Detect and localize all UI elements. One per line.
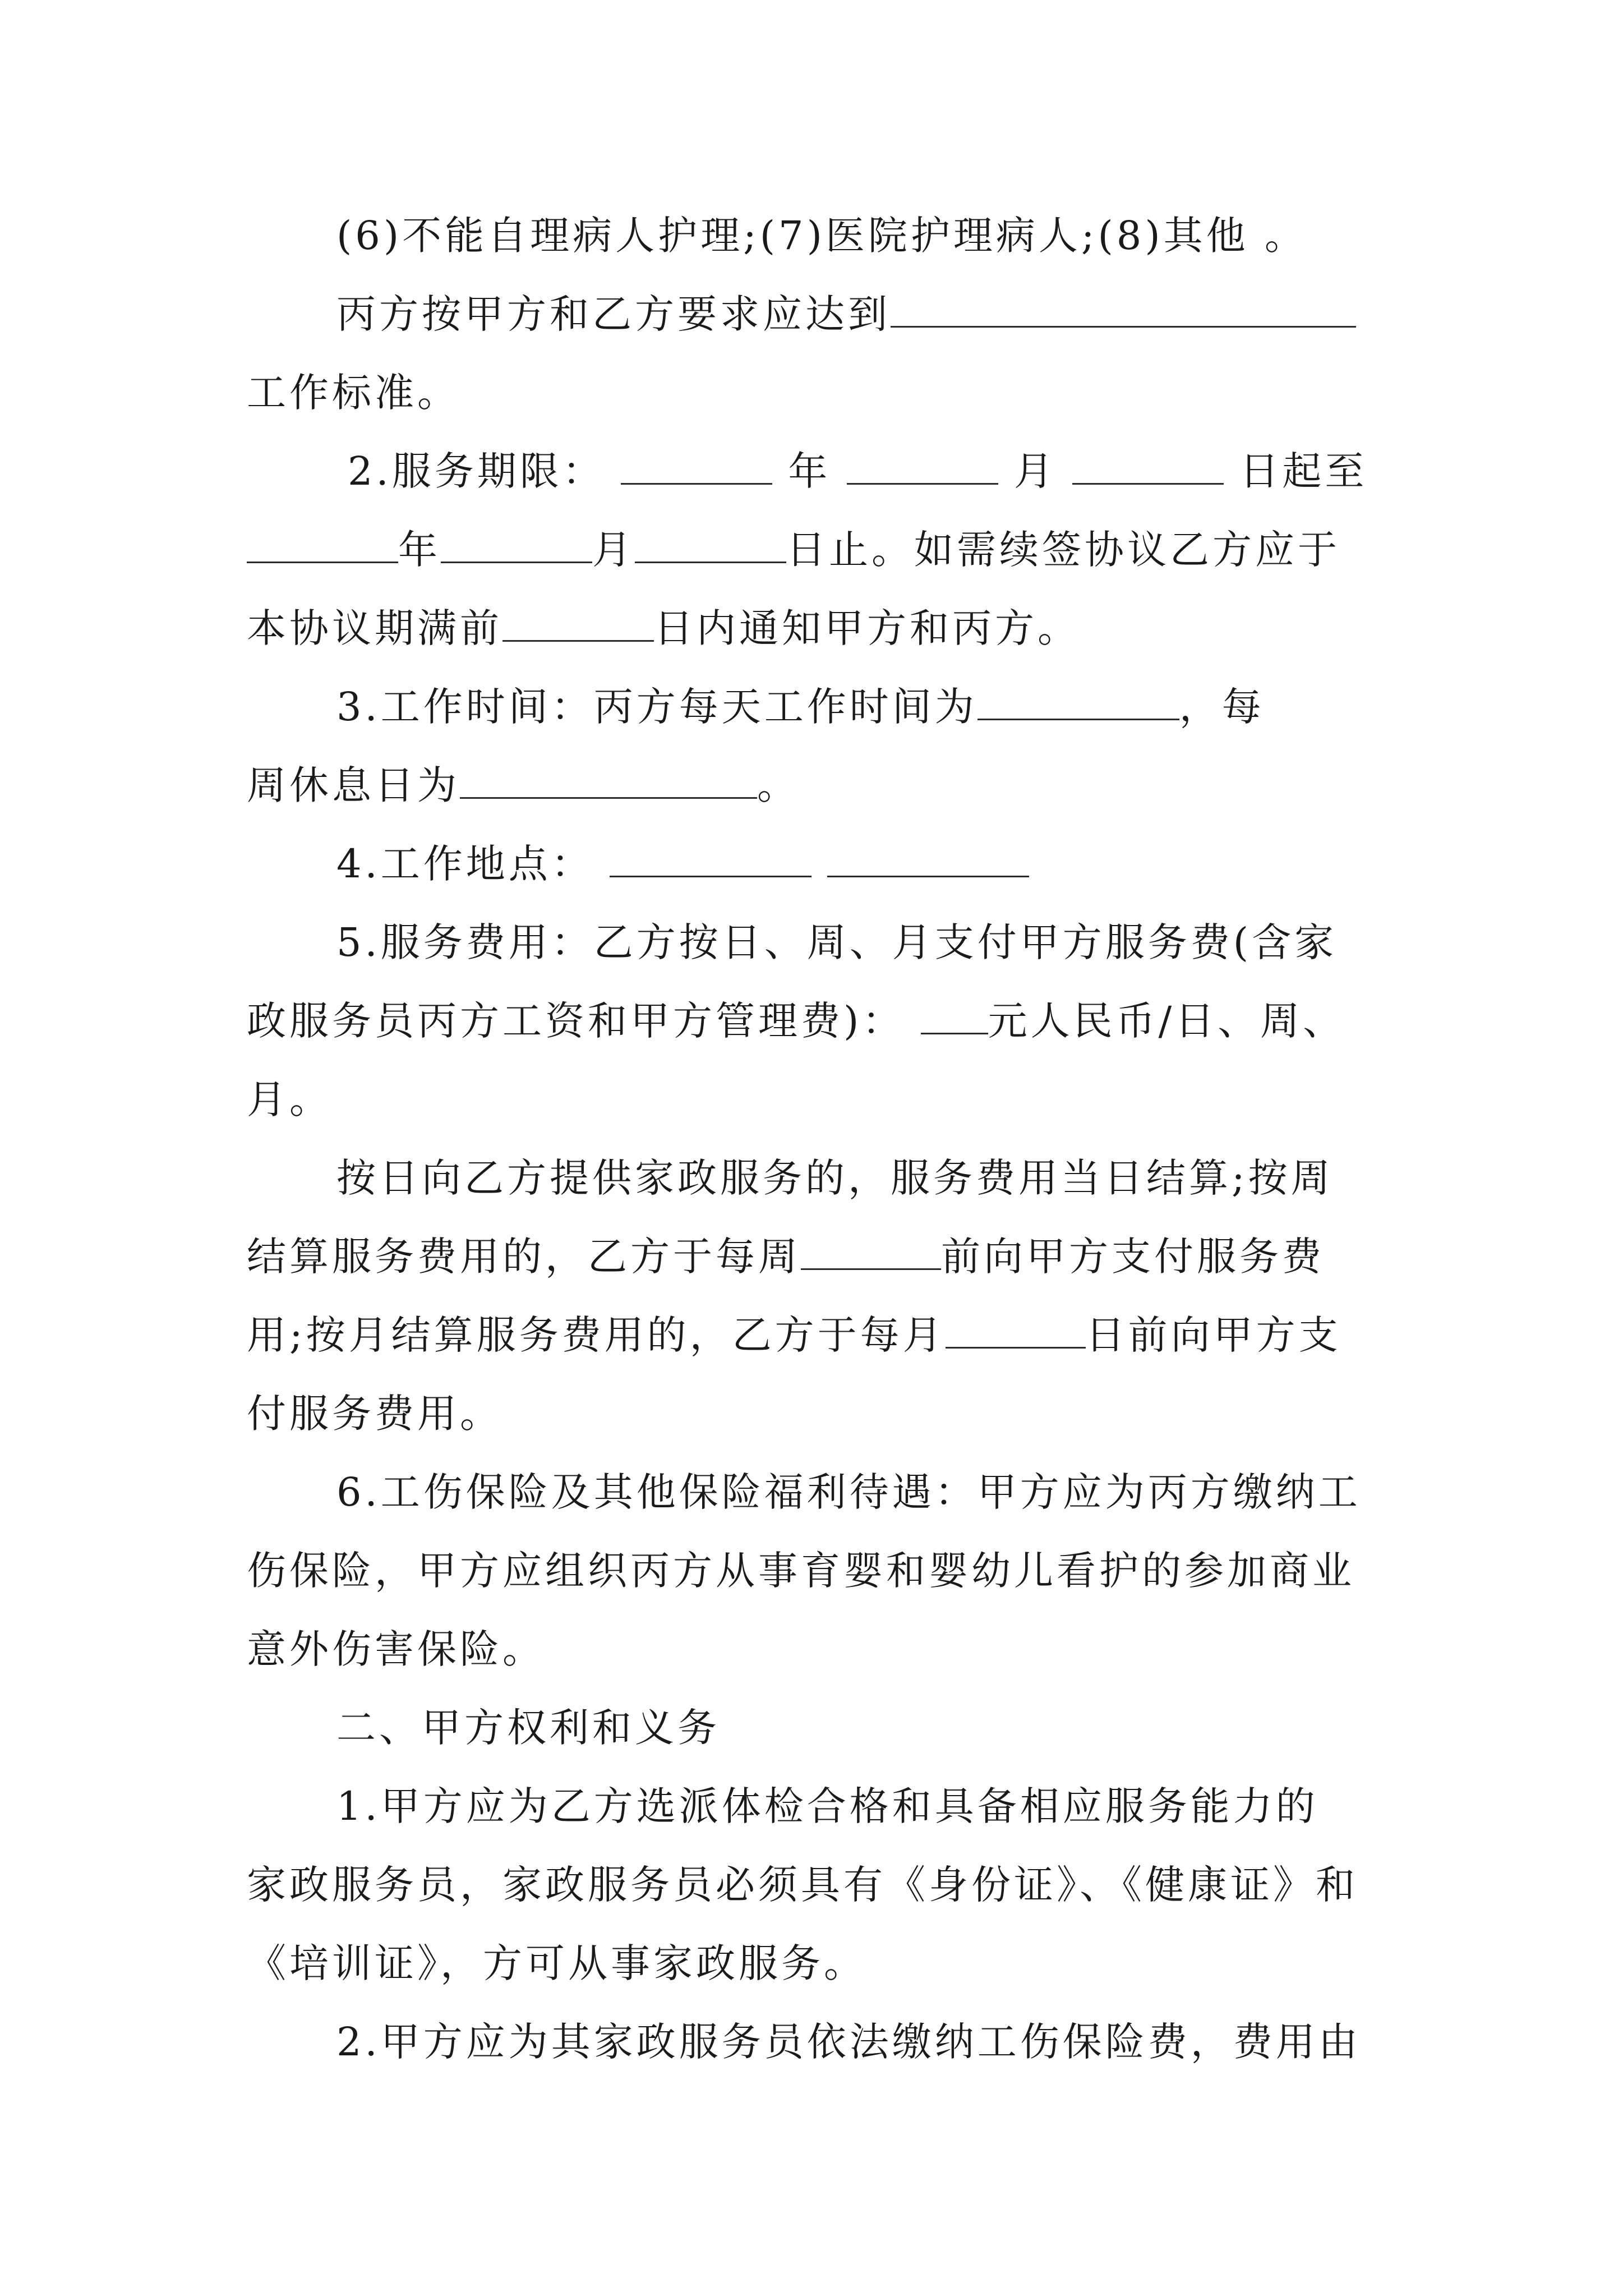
blank-notice-days[interactable] xyxy=(502,605,654,642)
line-24 xyxy=(336,2014,1361,2070)
text: 《培训证》，方可从事家政服务。 xyxy=(247,1940,866,1986)
line-12 xyxy=(247,1071,332,1128)
line-22 xyxy=(247,1857,1358,1913)
line-23 xyxy=(247,1935,866,1991)
blank-start-month[interactable] xyxy=(847,448,998,485)
text: 月 xyxy=(1013,448,1057,494)
line-15 xyxy=(247,1307,1341,1363)
text: 4.工作地点： xyxy=(336,841,594,887)
text: 月。 xyxy=(247,1076,332,1122)
line-9 xyxy=(336,836,1029,892)
line-4 xyxy=(348,443,1367,499)
text: 日止。如需续签协议乙方应于 xyxy=(786,527,1340,573)
line-7 xyxy=(336,679,1265,735)
blank-daily-hours[interactable] xyxy=(978,684,1179,720)
line-19 xyxy=(247,1621,545,1677)
line-8 xyxy=(247,757,800,813)
blank-end-month[interactable] xyxy=(441,527,592,563)
line-18 xyxy=(247,1543,1355,1599)
blank-weekly-pay-day[interactable] xyxy=(801,1234,941,1270)
text: 日起至 xyxy=(1239,448,1368,494)
blank-location-1[interactable] xyxy=(610,841,811,877)
text: 3.工作时间：丙方每天工作时间为 xyxy=(336,684,978,730)
line-17 xyxy=(336,1464,1361,1520)
text: 日内通知甲方和丙方。 xyxy=(654,605,1080,651)
text: 结算服务费用的，乙方于每周 xyxy=(247,1234,801,1280)
blank-fee-amount[interactable] xyxy=(921,998,988,1034)
line-14 xyxy=(247,1228,1325,1285)
text: 2.甲方应为其家政服务员依法缴纳工伤保险费，费用由 xyxy=(336,2019,1361,2065)
text: 元人民币/日、周、 xyxy=(988,998,1346,1044)
text: 意外伤害保险。 xyxy=(247,1626,545,1672)
text: 按日向乙方提供家政服务的，服务费用当日结算;按周 xyxy=(336,1155,1334,1201)
text: 前向甲方支付服务费 xyxy=(941,1234,1325,1280)
blank-end-day[interactable] xyxy=(635,527,786,563)
text: 丙方按甲方和乙方要求应达到 xyxy=(336,291,891,337)
blank-monthly-pay-day[interactable] xyxy=(946,1312,1086,1349)
blank-location-2[interactable] xyxy=(827,841,1029,877)
blank-end-year[interactable] xyxy=(247,527,398,563)
text: 家政服务员，家政服务员必须具有《身份证》、《健康证》和 xyxy=(247,1862,1358,1908)
blank-standard[interactable] xyxy=(891,291,1356,328)
text: 用;按月结算服务费用的，乙方于每月 xyxy=(247,1312,946,1358)
blank-rest-day[interactable] xyxy=(460,762,757,799)
section-heading xyxy=(336,1700,720,1756)
line-1 xyxy=(336,208,1307,264)
text: 2.服务期限： xyxy=(348,448,605,494)
line-5 xyxy=(247,522,1340,578)
text: (6)不能自理病人护理;(7)医院护理病人;(8)其他 。 xyxy=(336,213,1307,259)
text: 政服务员丙方工资和甲方管理费)： xyxy=(247,998,905,1044)
text: 伤保险，甲方应组织丙方从事育婴和婴幼儿看护的参加商业 xyxy=(247,1548,1355,1594)
text: 年 xyxy=(398,527,441,573)
line-11 xyxy=(247,993,1345,1049)
text: 6.工伤保险及其他保险福利待遇：甲方应为丙方缴纳工 xyxy=(336,1469,1361,1515)
text: 二、甲方权利和义务 xyxy=(336,1705,720,1751)
text: 月 xyxy=(592,527,635,573)
text: 。 xyxy=(757,762,800,808)
text: 年 xyxy=(788,448,831,494)
line-2 xyxy=(336,286,1356,342)
line-10 xyxy=(336,914,1337,970)
line-6 xyxy=(247,600,1080,656)
text: 付服务费用。 xyxy=(247,1391,502,1437)
line-3 xyxy=(247,365,460,421)
blank-start-year[interactable] xyxy=(621,448,772,485)
blank-start-day[interactable] xyxy=(1072,448,1224,485)
line-21 xyxy=(336,1778,1318,1834)
text: 本协议期满前 xyxy=(247,605,502,651)
text: 日前向甲方支 xyxy=(1085,1312,1341,1358)
text: ，每 xyxy=(1179,684,1265,730)
line-13 xyxy=(336,1150,1334,1206)
text: 1.甲方应为乙方选派体检合格和具备相应服务能力的 xyxy=(336,1783,1318,1829)
line-16 xyxy=(247,1386,502,1442)
text: 周休息日为 xyxy=(247,762,460,808)
text: 5.服务费用：乙方按日、周、月支付甲方服务费(含家 xyxy=(336,919,1338,965)
text: 工作标准。 xyxy=(247,370,460,416)
